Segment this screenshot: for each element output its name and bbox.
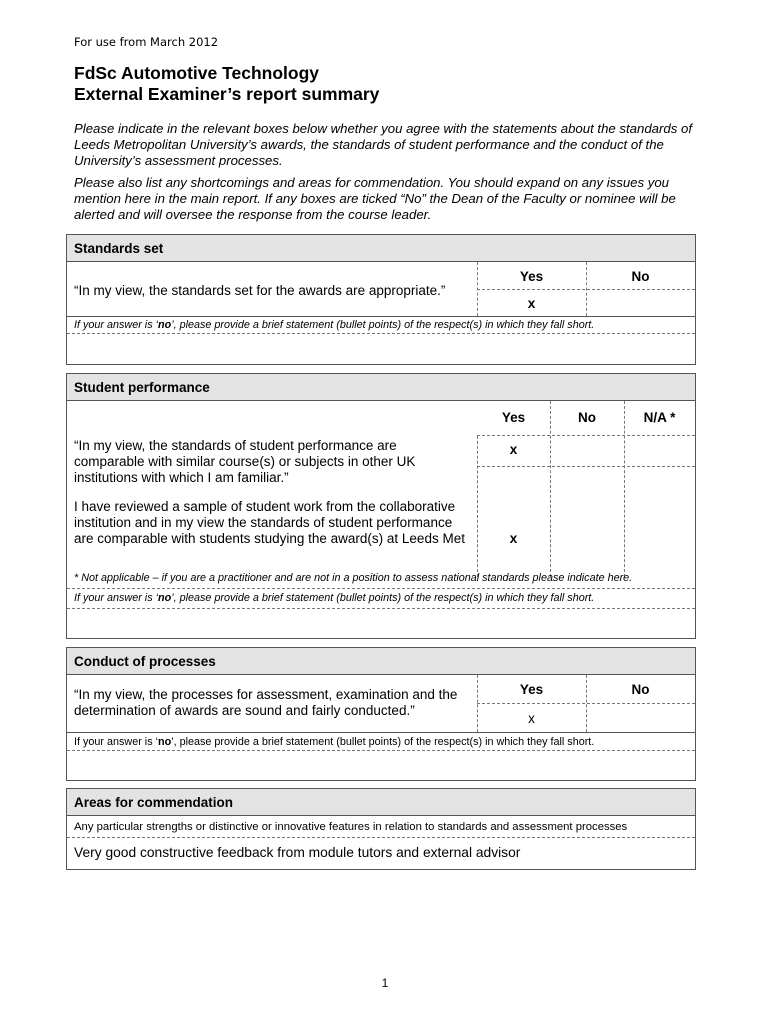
title-report: External Examiner’s report summary — [74, 84, 380, 104]
shortfall-response-field[interactable] — [67, 334, 695, 364]
no-column-header: No — [631, 268, 650, 284]
no-checkbox[interactable] — [586, 704, 695, 733]
no-column-header: No — [578, 410, 596, 425]
section-heading: Student performance — [67, 374, 695, 401]
commendation-prompt: Any particular strengths or distinctive or innovative features in relation to standards and assessment processes — [74, 821, 628, 833]
statement: “In my view, the standards set for the awards are appropriate.” — [74, 283, 446, 298]
no-answer-note: If your answer is ‘no’, please provide a brief statement (bullet points) of the respect(s) in which they fall short. — [74, 319, 595, 331]
intro-paragraph-2: Please also list any shortcomings and areas for commendation. You should expand on any issues you mention here in the main report. If any boxes are ticked “No” the Dean of the Faculty or nominee will be alerted and will oversee the response from the course leader. — [74, 175, 676, 222]
shortfall-response-field[interactable] — [67, 751, 695, 780]
no-answer-note: If your answer is ‘no’, please provide a brief statement (bullet points) of the respect(s) in which they fall short. — [74, 736, 595, 748]
no-column-header: No — [631, 682, 650, 697]
note-row — [67, 733, 695, 751]
yes-column-header: Yes — [519, 682, 544, 697]
page-number: 1 — [381, 976, 389, 990]
standards-set-section — [66, 234, 696, 365]
no-answer-note: If your answer is ‘no’, please provide a brief statement (bullet points) of the respect(s) in which they fall short. — [74, 592, 595, 604]
yes-column-header: Yes — [501, 410, 526, 425]
edition-note: For use from March 2012 — [74, 35, 219, 49]
statement1-yes-checkbox[interactable]: x — [509, 442, 518, 457]
statement: “In my view, the processes for assessment, examination and the determination of awards are sound and fairly conducted.” — [74, 687, 458, 718]
no-checkbox[interactable] — [586, 290, 695, 317]
prompt-row — [67, 816, 695, 838]
intro-paragraph-1: Please indicate in the relevant boxes below whether you agree with the statements about the standards of Leeds Metropolitan University’s awards, the standards of student performance and the conduct of the University’s assessment processes. — [74, 121, 692, 168]
standards-set-row — [67, 262, 695, 317]
statement2-yes-checkbox[interactable]: x — [509, 530, 518, 546]
yes-checkbox[interactable]: x — [528, 711, 535, 726]
na-column-header: N/A * — [643, 410, 676, 425]
na-note: * Not applicable – if you are a practitioner and are not in a position to assess national standards please indicate here. — [74, 572, 633, 584]
statement-collaborative-sample: I have reviewed a sample of student work from the collaborative institution and in my view the standards of student performance are comparable with students studying the award(s) at Leeds Met — [74, 499, 465, 546]
student-performance-section — [66, 373, 696, 639]
note-row — [67, 317, 695, 334]
student-performance-table — [67, 401, 695, 577]
statement-comparable-uk: “In my view, the standards of student performance are comparable with similar course(s) or subjects in other UK institutions with which I am familiar.” — [74, 438, 416, 485]
section-heading: Standards set — [67, 235, 695, 262]
commendation-section — [66, 788, 696, 870]
document-title — [74, 63, 379, 105]
yes-checkbox[interactable]: x — [527, 296, 536, 311]
section-heading: Conduct of processes — [67, 648, 695, 675]
conduct-row — [67, 675, 695, 733]
note-row — [67, 589, 695, 609]
yes-column-header: Yes — [519, 268, 544, 284]
commendation-response-field[interactable]: Very good constructive feedback from module tutors and external advisor — [74, 845, 521, 860]
na-note-row — [67, 570, 695, 589]
shortfall-response-field[interactable] — [67, 609, 695, 638]
section-heading: Areas for commendation — [67, 789, 695, 816]
title-programme: FdSc Automotive Technology — [74, 63, 320, 83]
conduct-section — [66, 647, 696, 781]
